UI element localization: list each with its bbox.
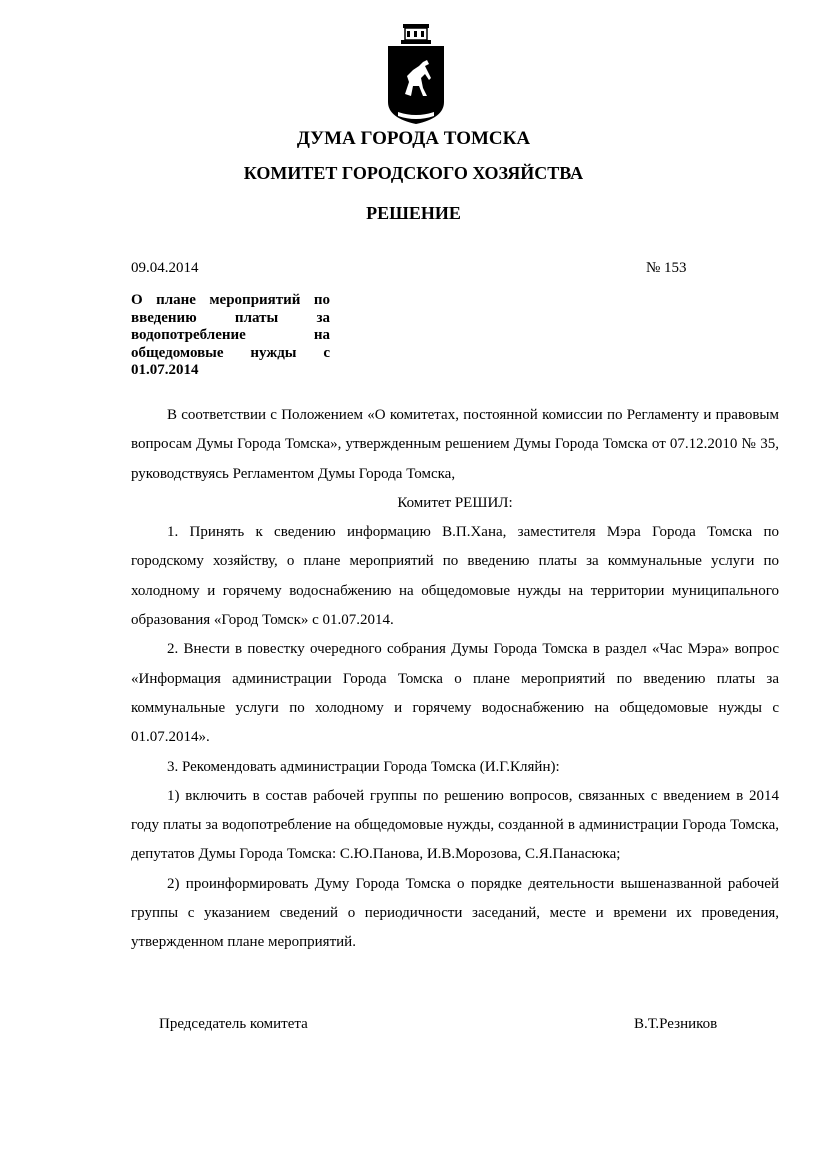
decision-body [131,401,779,958]
tomsk-coat-of-arms-icon [385,22,447,128]
decision-number: № 153 [646,260,687,276]
decision-date: 09.04.2014 [131,260,199,276]
item-3-1: 1) включить в состав рабочей группы по решению вопросов, связанных с введением в 2014 году платы за водопотребление на общедомовые нужды, созданной в администрации Города Томска, депутатов Думы Города Томска: С.Ю.Панова, И.В.Морозова, С.Я.Панасюка; [131,787,779,863]
item-3: 3. Рекомендовать администрации Города Томска (И.Г.Кляйн): [167,758,560,775]
item-1: 1. Принять к сведению информацию В.П.Хана, заместителя Мэра Города Томска по городскому хозяйству, о плане мероприятий по введению платы за коммунальные услуги по холодному и горячему водоснабжению на общедомовые нужды на территории муниципального образования «Город Томск» с 01.07.2014. [131,524,779,629]
signature-name: В.Т.Резников [634,1016,718,1032]
intro-paragraph: В соответствии с Положением «О комитетах, постоянной комиссии по Регламенту и правовым вопросам Думы Города Томска», утвержденным решением Думы Города Томска от 07.12.2010 № 35, руководствуясь Регламентом Думы Города Томска, [131,407,779,482]
item-3-2: 2) проинформировать Думу Города Томска о порядке деятельности вышеназванной рабочей группы с указанием сведений о периодичности заседаний, месте и времени их проведения, утвержденном плане мероприятий. [131,875,779,951]
committee-title: КОМИТЕТ ГОРОДСКОГО ХОЗЯЙСТВА [243,163,584,183]
document-type: РЕШЕНИЕ [366,203,461,223]
signature-position: Председатель комитета [159,1016,308,1032]
item-2: 2. Внести в повестку очередного собрания Думы Города Томска в раздел «Час Мэра» вопрос «Информация администрации Города Томска о плане мероприятий по введению платы за коммунальные услуги по холодному и горячему водоснабжению на общедомовые нужды с 01.07.2014». [131,641,779,746]
decision-subject: О плане мероприятий по введению платы за водопотребление на общедомовые нужды с 01.07.2014 [131,292,330,378]
resolved-line: Комитет РЕШИЛ: [397,494,513,511]
duma-title: ДУМА ГОРОДА ТОМСКА [296,128,531,149]
